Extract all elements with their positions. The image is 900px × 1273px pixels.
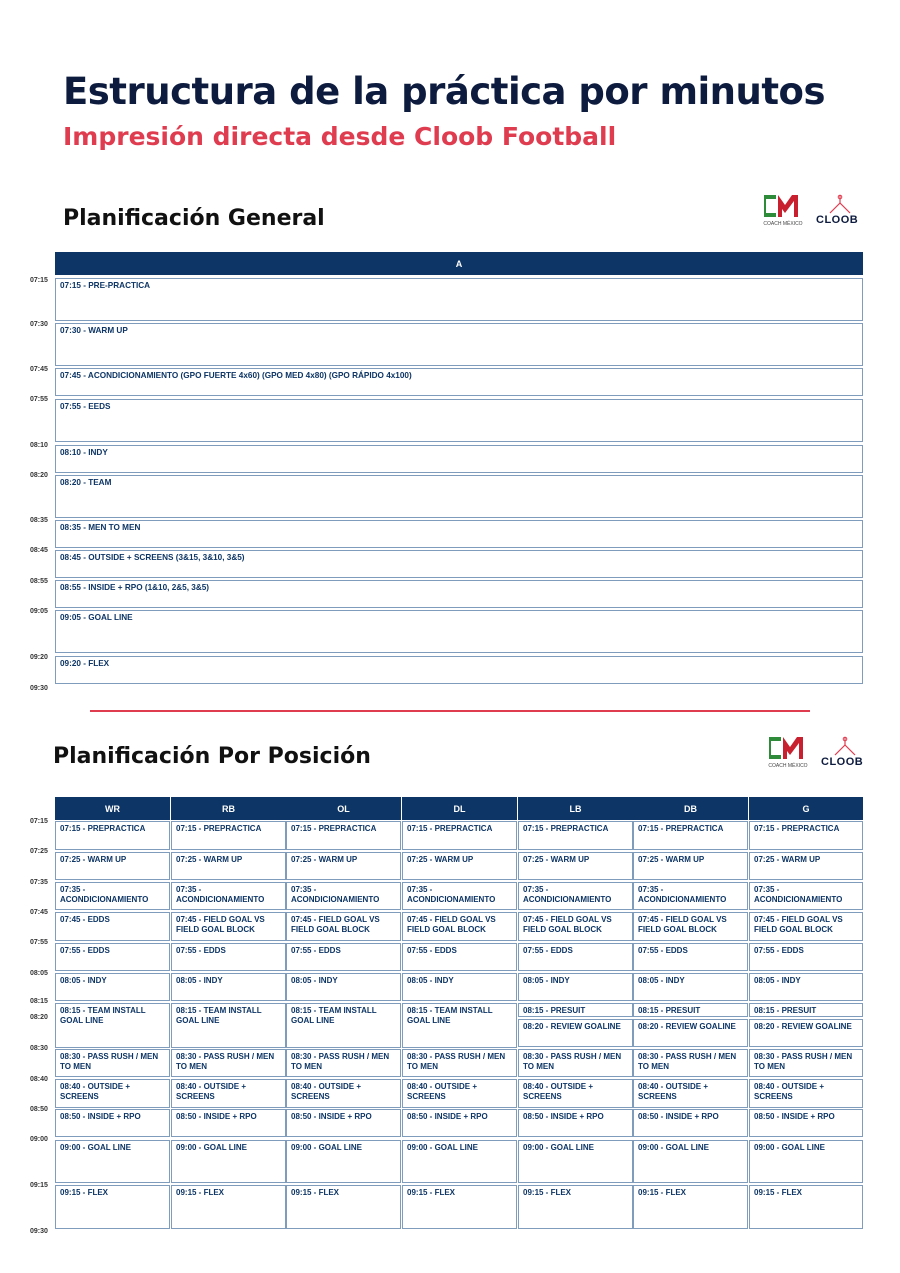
cloob-text: CLOOB [821,756,864,768]
schedule-block: 08:55 - INSIDE + RPO (1&10, 2&5, 3&5) [55,580,863,608]
schedule-block: 08:15 - TEAM INSTALL GOAL LINE [55,1003,170,1048]
schedule-block: 08:05 - INDY [55,973,170,1001]
schedule-block: 07:35 - ACONDICIONAMIENTO [749,882,863,910]
schedule-block: 08:30 - PASS RUSH / MEN TO MEN [286,1049,401,1077]
time-label: 07:15 [30,818,48,825]
schedule-block: 08:20 - REVIEW GOALINE [633,1019,748,1047]
schedule-block: 08:05 - INDY [402,973,517,1001]
schedule-block: 07:25 - WARM UP [55,852,170,880]
schedule-block: 09:15 - FLEX [749,1185,863,1229]
schedule-block: 08:30 - PASS RUSH / MEN TO MEN [171,1049,286,1077]
time-label: 08:05 [30,970,48,977]
schedule-block: 09:15 - FLEX [286,1185,401,1229]
column-header-dl: DL [402,797,517,820]
schedule-block: 07:35 - ACONDICIONAMIENTO [286,882,401,910]
schedule-block: 08:15 - TEAM INSTALL GOAL LINE [171,1003,286,1048]
time-label: 08:40 [30,1076,48,1083]
schedule-block: 08:40 - OUTSIDE + SCREENS [55,1079,170,1108]
schedule-block: 07:30 - WARM UP [55,323,863,366]
schedule-block: 07:35 - ACONDICIONAMIENTO [518,882,633,910]
schedule-block: 08:50 - INSIDE + RPO [402,1109,517,1137]
cloob-logo-icon [821,735,871,775]
schedule-block: 08:50 - INSIDE + RPO [286,1109,401,1137]
time-label: 07:45 [30,909,48,916]
time-label: 09:30 [30,685,48,692]
schedule-block: 08:30 - PASS RUSH / MEN TO MEN [633,1049,748,1077]
schedule-block: 08:05 - INDY [633,973,748,1001]
schedule-block: 07:35 - ACONDICIONAMIENTO [402,882,517,910]
schedule-block: 08:15 - PRESUIT [749,1003,863,1017]
time-label: 08:45 [30,547,48,554]
schedule-block: 08:20 - REVIEW GOALINE [749,1019,863,1047]
schedule-block: 08:40 - OUTSIDE + SCREENS [749,1079,863,1108]
schedule-block: 08:15 - TEAM INSTALL GOAL LINE [402,1003,517,1048]
schedule-block: 07:15 - PREPRACTICA [402,821,517,850]
schedule-block: 07:45 - FIELD GOAL VS FIELD GOAL BLOCK [633,912,748,941]
column-header-a: A [55,252,863,275]
schedule-block: 09:15 - FLEX [518,1185,633,1229]
cloob-logo-icon [816,193,866,233]
schedule-block: 08:45 - OUTSIDE + SCREENS (3&15, 3&10, 3&5) [55,550,863,578]
schedule-block: 08:50 - INSIDE + RPO [633,1109,748,1137]
schedule-block: 07:55 - EDDS [402,943,517,971]
schedule-block: 08:20 - TEAM [55,475,863,518]
schedule-block: 07:45 - FIELD GOAL VS FIELD GOAL BLOCK [402,912,517,941]
schedule-block: 08:05 - INDY [286,973,401,1001]
schedule-block: 08:40 - OUTSIDE + SCREENS [171,1079,286,1108]
schedule-block: 07:15 - PREPRACTICA [286,821,401,850]
schedule-block: 09:00 - GOAL LINE [286,1140,401,1183]
general-section-title: Planificación General [63,206,325,231]
schedule-block: 09:15 - FLEX [402,1185,517,1229]
schedule-block: 09:00 - GOAL LINE [633,1140,748,1183]
time-label: 08:20 [30,1014,48,1021]
schedule-block: 08:05 - INDY [518,973,633,1001]
schedule-block: 09:00 - GOAL LINE [55,1140,170,1183]
time-label: 08:35 [30,517,48,524]
schedule-block: 08:40 - OUTSIDE + SCREENS [286,1079,401,1108]
schedule-block: 08:50 - INSIDE + RPO [55,1109,170,1137]
schedule-block: 08:05 - INDY [749,973,863,1001]
coach-mexico-text: COACH MÉXICO [768,763,808,769]
time-label: 07:15 [30,277,48,284]
schedule-block: 09:05 - GOAL LINE [55,610,863,653]
time-label: 07:55 [30,396,48,403]
schedule-block: 07:55 - EDDS [286,943,401,971]
page-title: Estructura de la práctica por minutos [63,70,825,113]
schedule-block: 09:00 - GOAL LINE [749,1140,863,1183]
coach-mexico-logo-icon [760,193,804,233]
position-section-title: Planificación Por Posición [53,744,371,769]
schedule-block: 08:40 - OUTSIDE + SCREENS [402,1079,517,1108]
logos-position [765,735,875,775]
time-label: 08:55 [30,578,48,585]
schedule-block: 09:00 - GOAL LINE [518,1140,633,1183]
column-header-ol: OL [286,797,401,820]
schedule-block: 09:00 - GOAL LINE [171,1140,286,1183]
time-label: 07:25 [30,848,48,855]
schedule-block: 07:45 - ACONDICIONAMIENTO (GPO FUERTE 4x60) (GPO MED 4x80) (GPO RÁPIDO 4x100) [55,368,863,396]
schedule-block: 08:35 - MEN TO MEN [55,520,863,548]
schedule-block: 09:15 - FLEX [55,1185,170,1229]
schedule-block: 08:50 - INSIDE + RPO [518,1109,633,1137]
schedule-block: 09:15 - FLEX [633,1185,748,1229]
schedule-block: 08:30 - PASS RUSH / MEN TO MEN [55,1049,170,1077]
time-label: 09:30 [30,1228,48,1235]
column-header-db: DB [633,797,748,820]
schedule-block: 07:35 - ACONDICIONAMIENTO [55,882,170,910]
schedule-block: 07:25 - WARM UP [171,852,286,880]
schedule-block: 07:55 - EDDS [55,943,170,971]
column-header-rb: RB [171,797,286,820]
schedule-block: 09:00 - GOAL LINE [402,1140,517,1183]
time-label: 08:15 [30,998,48,1005]
schedule-block: 07:15 - PREPRACTICA [55,821,170,850]
coach-mexico-text: COACH MÉXICO [763,221,803,227]
schedule-block: 07:25 - WARM UP [518,852,633,880]
time-label: 08:20 [30,472,48,479]
schedule-block: 07:45 - EDDS [55,912,170,941]
time-label: 07:35 [30,879,48,886]
schedule-block: 08:50 - INSIDE + RPO [171,1109,286,1137]
schedule-block: 07:45 - FIELD GOAL VS FIELD GOAL BLOCK [286,912,401,941]
column-header-lb: LB [518,797,633,820]
schedule-block: 07:15 - PREPRACTICA [518,821,633,850]
schedule-block: 08:30 - PASS RUSH / MEN TO MEN [518,1049,633,1077]
schedule-block: 08:20 - REVIEW GOALINE [518,1019,633,1047]
schedule-block: 08:40 - OUTSIDE + SCREENS [518,1079,633,1108]
schedule-block: 07:25 - WARM UP [286,852,401,880]
schedule-block: 08:15 - PRESUIT [518,1003,633,1017]
section-divider [90,710,810,712]
schedule-block: 07:35 - ACONDICIONAMIENTO [633,882,748,910]
time-label: 08:30 [30,1045,48,1052]
schedule-block: 07:25 - WARM UP [749,852,863,880]
schedule-block: 07:45 - FIELD GOAL VS FIELD GOAL BLOCK [171,912,286,941]
schedule-block: 08:15 - TEAM INSTALL GOAL LINE [286,1003,401,1048]
time-label: 07:55 [30,939,48,946]
schedule-block: 07:15 - PREPRACTICA [171,821,286,850]
page-subtitle: Impresión directa desde Cloob Football [63,122,617,151]
column-header-wr: WR [55,797,170,820]
time-label: 07:30 [30,321,48,328]
schedule-block: 08:05 - INDY [171,973,286,1001]
column-header-g: G [749,797,863,820]
schedule-block: 07:15 - PREPRACTICA [633,821,748,850]
time-label: 09:00 [30,1136,48,1143]
schedule-block: 08:15 - PRESUIT [633,1003,748,1017]
schedule-block: 07:55 - EDDS [171,943,286,971]
schedule-block: 09:15 - FLEX [171,1185,286,1229]
schedule-block: 08:30 - PASS RUSH / MEN TO MEN [749,1049,863,1077]
schedule-block: 07:45 - FIELD GOAL VS FIELD GOAL BLOCK [518,912,633,941]
logos-general [760,193,870,233]
schedule-block: 07:15 - PRE-PRACTICA [55,278,863,321]
schedule-block: 07:55 - EDDS [749,943,863,971]
schedule-block: 08:30 - PASS RUSH / MEN TO MEN [402,1049,517,1077]
schedule-block: 08:50 - INSIDE + RPO [749,1109,863,1137]
coach-mexico-logo-icon [765,735,809,775]
schedule-block: 07:55 - EEDS [55,399,863,442]
schedule-block: 07:25 - WARM UP [633,852,748,880]
schedule-block: 07:35 - ACONDICIONAMIENTO [171,882,286,910]
schedule-block: 07:55 - EDDS [633,943,748,971]
time-label: 09:15 [30,1182,48,1189]
schedule-block: 08:40 - OUTSIDE + SCREENS [633,1079,748,1108]
time-label: 09:20 [30,654,48,661]
time-label: 08:10 [30,442,48,449]
schedule-block: 09:20 - FLEX [55,656,863,684]
schedule-block: 08:10 - INDY [55,445,863,473]
schedule-block: 07:15 - PREPRACTICA [749,821,863,850]
time-label: 09:05 [30,608,48,615]
time-label: 07:45 [30,366,48,373]
time-label: 08:50 [30,1106,48,1113]
cloob-text: CLOOB [816,214,859,226]
schedule-block: 07:45 - FIELD GOAL VS FIELD GOAL BLOCK [749,912,863,941]
schedule-block: 07:55 - EDDS [518,943,633,971]
schedule-block: 07:25 - WARM UP [402,852,517,880]
